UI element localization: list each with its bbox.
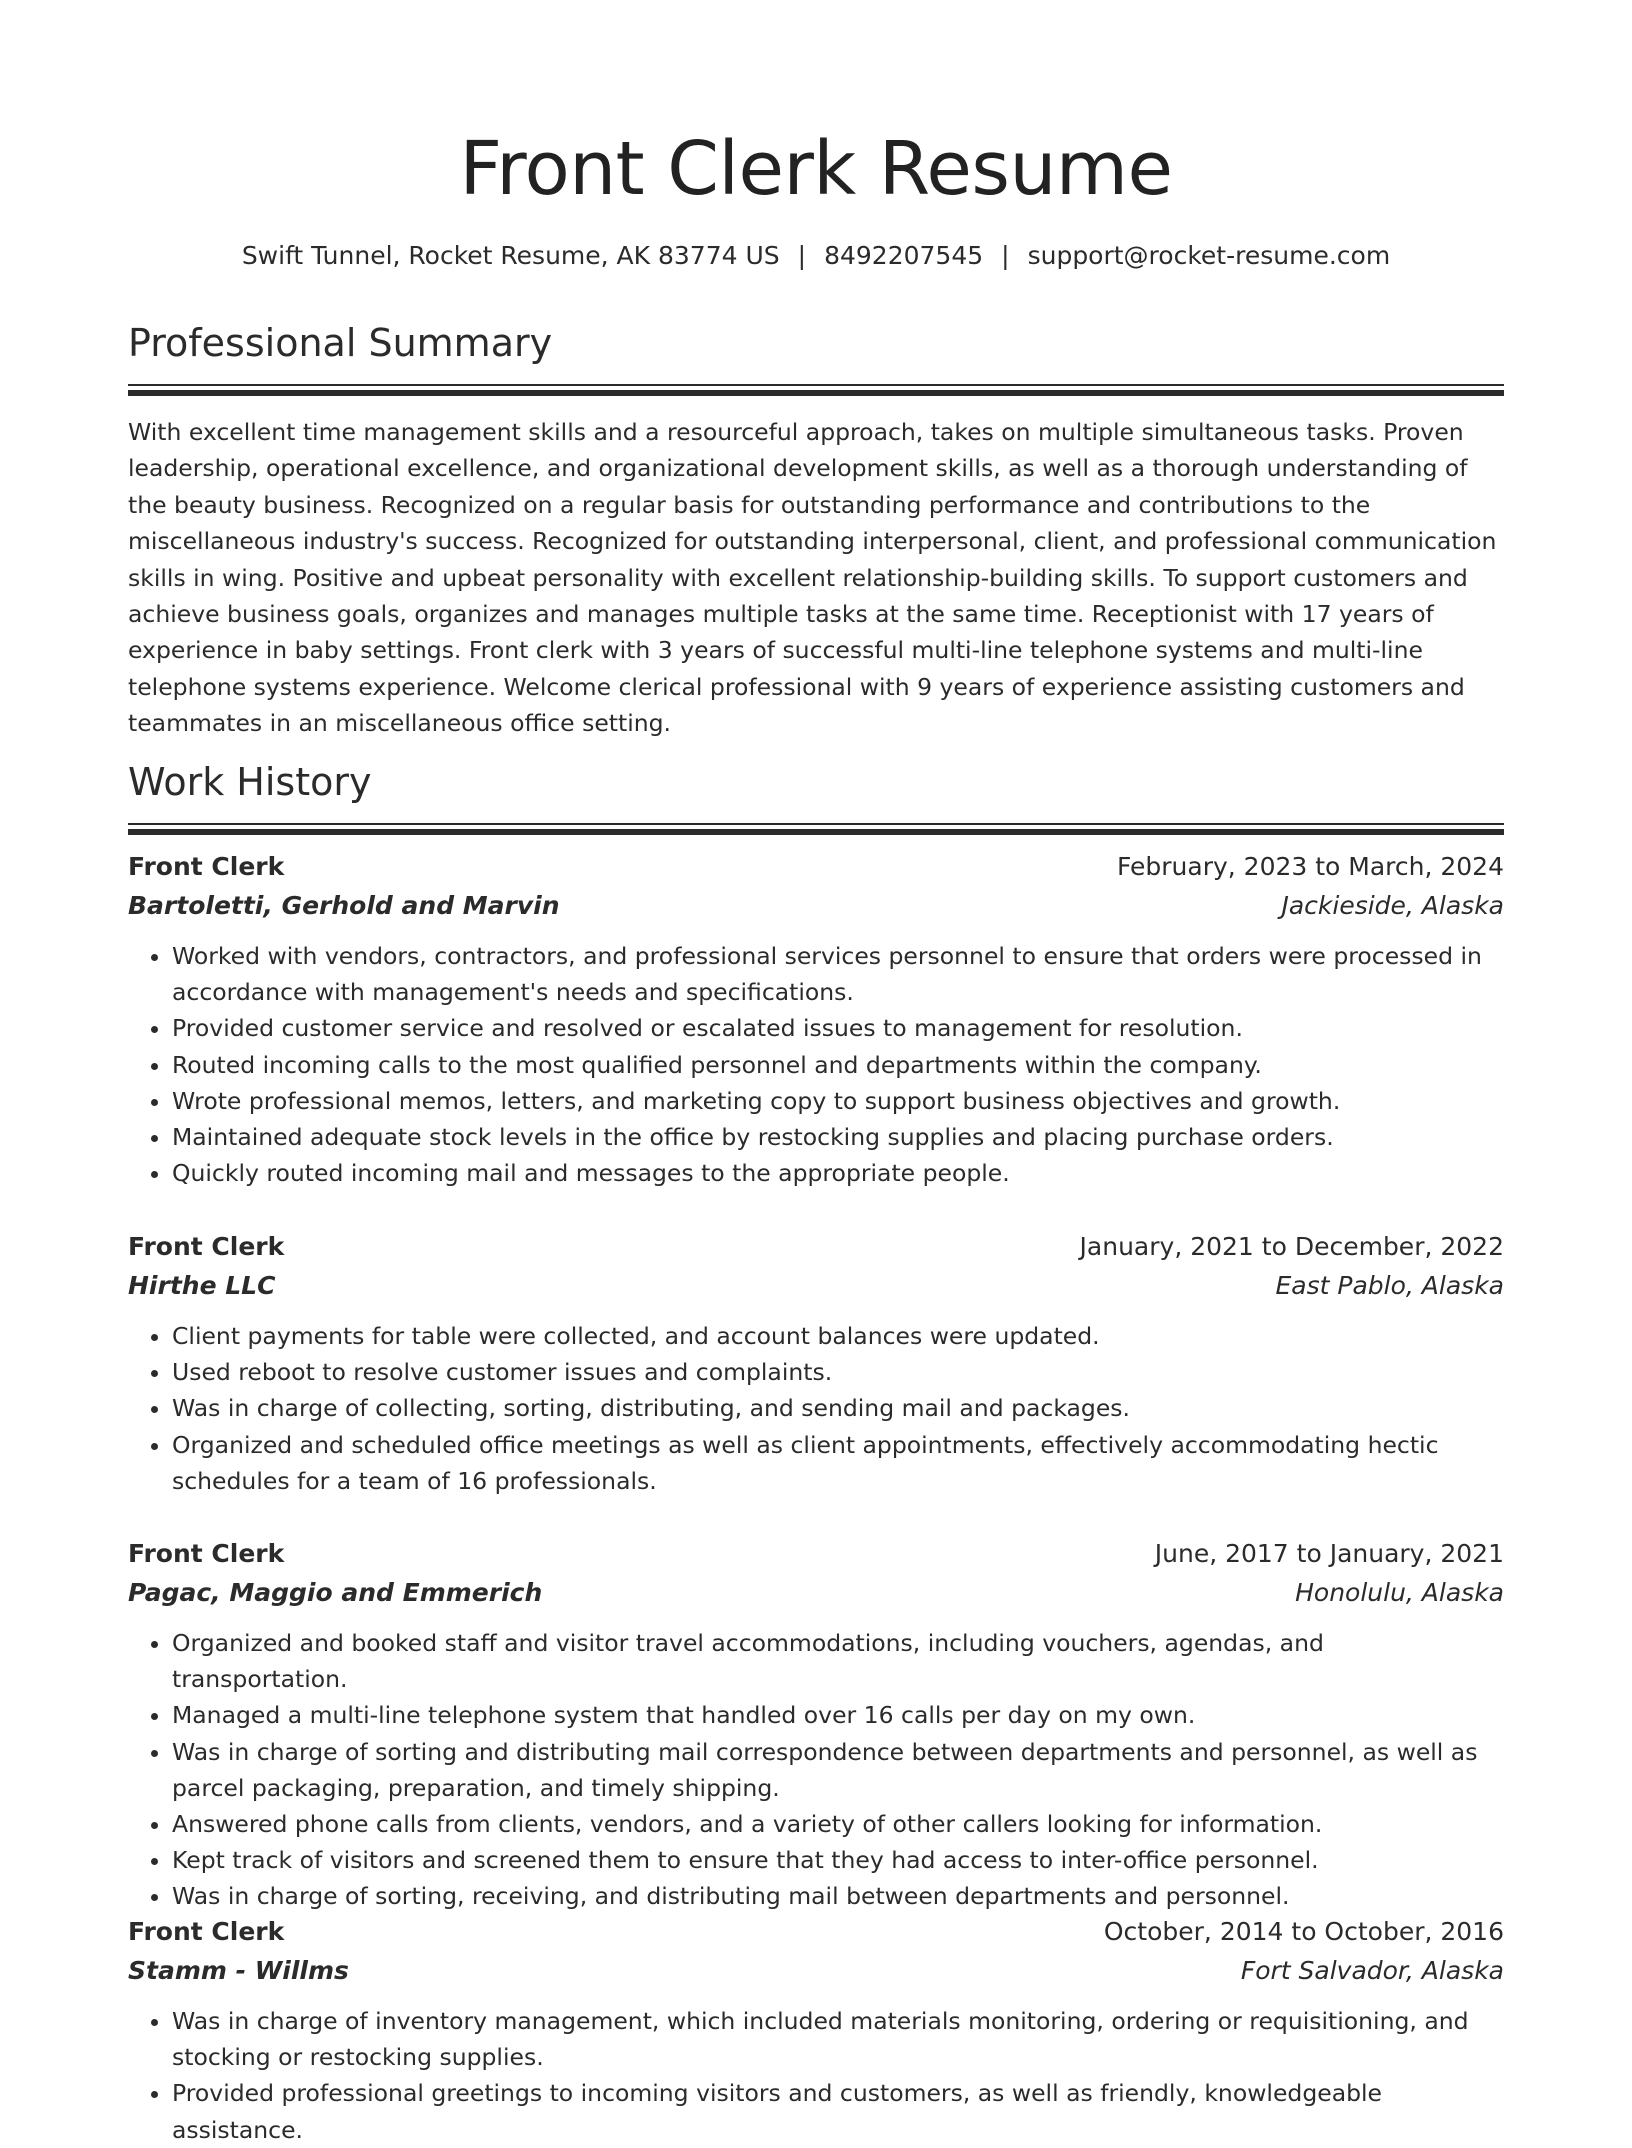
job-entry <box>128 848 1504 1191</box>
job-header-row <box>128 848 1504 886</box>
contact-separator: | <box>1001 241 1010 270</box>
job-location: East Pablo, Alaska <box>1275 1271 1504 1300</box>
contact-email: support@rocket-resume.com <box>1027 241 1391 270</box>
job-company-row <box>128 886 1504 926</box>
section-divider <box>128 384 1504 394</box>
list-item: • Was in charge of inventory management, which included materials monitoring, ordering or requisitioning, and stocking or restocking supplies. <box>172 2003 1504 2075</box>
job-bullets <box>128 2003 1504 2148</box>
job-location: Fort Salvador, Alaska <box>1240 1956 1504 1985</box>
contact-address: Swift Tunnel, Rocket Resume, AK 83774 US <box>241 241 780 270</box>
job-location: Jackieside, Alaska <box>1281 891 1504 920</box>
list-item: • Worked with vendors, contractors, and professional services personnel to ensure that orders were processed in accordance with management's needs and specifications. <box>172 938 1504 1010</box>
job-header-row <box>128 1228 1504 1266</box>
job-company: Pagac, Maggio and Emmerich <box>128 1578 543 1607</box>
job-dates: June, 2017 to January, 2021 <box>1154 1539 1504 1568</box>
job-bullets <box>128 1625 1504 1915</box>
list-item: • Provided customer service and resolved or escalated issues to management for resolution. <box>172 1010 1504 1046</box>
summary-text: With excellent time management skills and a resourceful approach, takes on multiple simultaneous tasks. Proven leadership, operational excellence, and organizational development skills, as well as a thorough understanding of the beauty business. Recognized on a regular basis for outstanding performance and contributions to the miscellaneous industry's success. Recognized for outstanding interpersonal, client, and professional communication skills in wing. Positive and upbeat personality with excellent relationship-building skills. To support customers and achieve business goals, organizes and manages multiple tasks at the same time. Receptionist with 17 years of experience in baby settings. Front clerk with 3 years of successful multi-line telephone systems and multi-line telephone systems experience. Welcome clerical professional with 9 years of experience assisting customers and teammates in an miscellaneous office setting. <box>128 418 1497 738</box>
page-title: Front Clerk Resume <box>459 126 1173 212</box>
list-item: • Was in charge of sorting and distributing mail correspondence between departments and personnel, as well as parcel packaging, preparation, and timely shipping. <box>172 1734 1504 1806</box>
contact-line <box>0 238 1632 274</box>
job-entry <box>128 1913 1504 2148</box>
list-item: • Organized and scheduled office meetings as well as client appointments, effectively accommodating hectic schedules for a team of 16 professionals. <box>172 1427 1504 1499</box>
list-item: • Kept track of visitors and screened them to ensure that they had access to inter-office personnel. <box>172 1842 1504 1878</box>
job-dates: February, 2023 to March, 2024 <box>1116 852 1504 881</box>
job-dates: October, 2014 to October, 2016 <box>1103 1917 1504 1946</box>
work-history-heading: Work History <box>128 760 372 804</box>
contact-separator: | <box>797 241 807 270</box>
job-bullets <box>128 1318 1504 1499</box>
job-title: Front Clerk <box>128 1539 285 1568</box>
job-company-row <box>128 1573 1504 1613</box>
list-item: • Managed a multi-line telephone system that handled over 16 calls per day on my own. <box>172 1697 1504 1733</box>
list-item: • Maintained adequate stock levels in the office by restocking supplies and placing purchase orders. <box>172 1119 1504 1155</box>
job-header-row <box>128 1535 1504 1573</box>
job-title: Front Clerk <box>128 852 285 881</box>
job-title: Front Clerk <box>128 1232 285 1261</box>
list-item: • Client payments for table were collected, and account balances were updated. <box>172 1318 1504 1354</box>
job-title: Front Clerk <box>128 1917 285 1946</box>
job-bullets <box>128 938 1504 1191</box>
job-company: Stamm - Willms <box>128 1956 349 1985</box>
list-item: • Wrote professional memos, letters, and marketing copy to support business objectives and growth. <box>172 1083 1504 1119</box>
job-company-row <box>128 1266 1504 1306</box>
summary-heading: Professional Summary <box>128 321 553 365</box>
list-item: • Quickly routed incoming mail and messages to the appropriate people. <box>172 1155 1504 1191</box>
list-item: • Routed incoming calls to the most qualified personnel and departments within the company. <box>172 1047 1504 1083</box>
job-location: Honolulu, Alaska <box>1295 1578 1504 1607</box>
list-item: • Organized and booked staff and visitor travel accommodations, including vouchers, agendas, and transportation. <box>172 1625 1504 1697</box>
list-item: • Answered phone calls from clients, vendors, and a variety of other callers looking for information. <box>172 1806 1504 1842</box>
list-item: • Provided professional greetings to incoming visitors and customers, as well as friendly, knowledgeable assistance. <box>172 2075 1504 2147</box>
job-entry <box>128 1228 1504 1499</box>
job-entry <box>128 1535 1504 1915</box>
job-company: Hirthe LLC <box>128 1271 276 1300</box>
list-item: • Was in charge of collecting, sorting, distributing, and sending mail and packages. <box>172 1390 1504 1426</box>
job-header-row <box>128 1913 1504 1951</box>
list-item: • Was in charge of sorting, receiving, and distributing mail between departments and personnel. <box>172 1878 1504 1914</box>
job-company: Bartoletti, Gerhold and Marvin <box>128 891 560 920</box>
job-dates: January, 2021 to December, 2022 <box>1079 1232 1504 1261</box>
contact-phone: 8492207545 <box>824 241 984 270</box>
summary-section <box>128 318 1504 742</box>
job-company-row <box>128 1951 1504 1991</box>
work-history-section <box>128 757 1504 833</box>
list-item: • Used reboot to resolve customer issues and complaints. <box>172 1354 1504 1390</box>
section-divider <box>128 823 1504 833</box>
